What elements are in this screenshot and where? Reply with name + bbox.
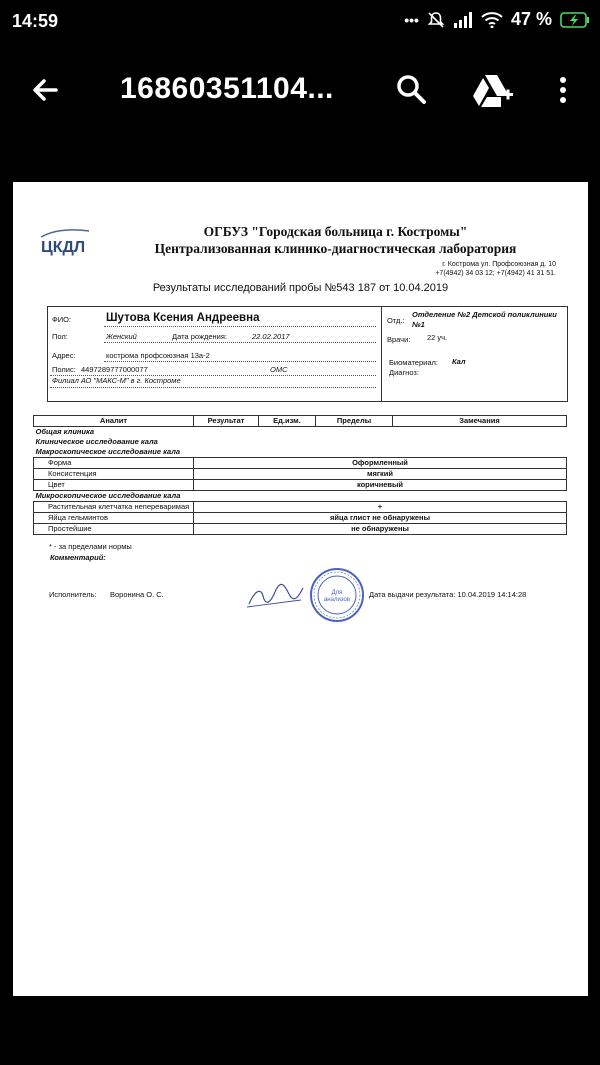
table-row xyxy=(34,458,567,469)
phone-line: +7(4942) 34 03 12; +7(4942) 41 31 51. xyxy=(435,270,556,277)
svg-text:анализов: анализов xyxy=(323,597,351,603)
row-name: Растительная клетчатка непереваримая xyxy=(34,502,194,513)
address-line: г. Кострома ул. Профсоюзная д. 10 xyxy=(442,261,556,268)
table-row xyxy=(34,469,567,480)
col-remarks: Замечания xyxy=(393,416,567,427)
patient-address: кострома профсоюзная 13а-2 xyxy=(106,351,210,360)
row-name: Цвет xyxy=(34,480,194,491)
mute-icon xyxy=(427,11,445,29)
drive-add-icon[interactable] xyxy=(470,70,514,110)
status-bar xyxy=(0,0,600,44)
divider xyxy=(50,387,376,388)
referral-dept: Отделение №2 Детской поликлиники №1 xyxy=(412,310,557,329)
row-value: яйца глист не обнаружены xyxy=(194,513,567,524)
lab-name: Централизованная клинико-диагностическая лаборатория xyxy=(154,241,517,256)
patient-policy: 4497289777000077 xyxy=(81,365,148,374)
row-value: не обнаружены xyxy=(194,524,567,535)
executor-label: Исполнитель: xyxy=(49,590,97,599)
document-page xyxy=(13,182,588,996)
policy-type: ОМС xyxy=(270,365,288,374)
dob-label: Дата рождения: xyxy=(172,332,227,341)
section-general: Общая клиника xyxy=(35,427,95,436)
row-value: коричневый xyxy=(194,480,567,491)
wifi-icon xyxy=(481,12,503,28)
org-address xyxy=(435,260,556,278)
dept-label: Отд.: xyxy=(387,316,405,325)
back-arrow-icon[interactable] xyxy=(26,70,66,110)
referral-doctor: 22 уч. xyxy=(427,333,448,342)
col-units: Ед.изм. xyxy=(259,416,316,427)
biomaterial-label: Биоматериал: xyxy=(389,358,438,367)
issue-date: 10.04.2019 14:14:28 xyxy=(457,590,527,599)
col-analyte: Аналит xyxy=(34,416,194,427)
col-limits: Пределы xyxy=(316,416,393,427)
issue-info xyxy=(369,590,526,599)
app-bar xyxy=(0,44,600,136)
stamp-icon xyxy=(309,567,365,623)
dots-icon: ••• xyxy=(404,11,419,28)
executor-name: Воронина О. С. xyxy=(110,590,164,599)
fio-label: ФИО: xyxy=(52,315,72,324)
row-name: Консистенция xyxy=(34,469,194,480)
table-header xyxy=(34,416,567,427)
divider xyxy=(104,361,376,362)
patient-sex: Женский xyxy=(106,332,137,341)
norm-note: * - за пределами нормы xyxy=(49,542,132,551)
battery-icon xyxy=(560,12,590,28)
signature-icon xyxy=(245,580,307,610)
table-row xyxy=(34,502,567,513)
row-name: Простейшие xyxy=(34,524,194,535)
row-name: Форма xyxy=(34,458,194,469)
doctor-label: Врачи: xyxy=(387,335,411,344)
lab-logo xyxy=(39,227,111,257)
results-title: Результаты исследований пробы №543 187 от 10.04.2019 xyxy=(152,282,449,294)
issue-label: Дата выдачи результата: xyxy=(369,590,456,599)
status-icons xyxy=(404,9,590,30)
table-row xyxy=(34,524,567,535)
patient-name: Шутова Ксения Андреевна xyxy=(106,312,260,324)
logo-text: ЦКДЛ xyxy=(41,239,86,256)
section-micro: Микроскопическое исследование кала xyxy=(35,491,181,500)
divider xyxy=(104,342,376,343)
section-macro: Макроскопическое исследование кала xyxy=(35,447,181,456)
table-row xyxy=(34,480,567,491)
file-title: 16860351104... xyxy=(120,72,334,105)
policy-label: Полис: xyxy=(52,365,76,374)
results-table xyxy=(33,415,567,535)
patient-info xyxy=(48,307,382,401)
row-value: + xyxy=(194,502,567,513)
patient-dob: 22.02.2017 xyxy=(252,332,290,341)
search-icon[interactable] xyxy=(392,70,432,110)
section-clinical: Клиническое исследование кала xyxy=(35,437,158,446)
svg-text:Для: Для xyxy=(331,590,343,596)
diagnosis-label: Диагноз: xyxy=(389,368,419,377)
row-value: Оформленный xyxy=(194,458,567,469)
status-time: 14:59 xyxy=(12,11,59,31)
insurer: Филиал АО "МАКС-М" в г. Костроме xyxy=(52,376,181,385)
org-name: ОГБУЗ "Городская больница г. Костромы" xyxy=(203,224,468,239)
divider xyxy=(104,326,376,327)
row-value: мягкий xyxy=(194,469,567,480)
patient-info-box xyxy=(47,306,568,402)
address-label: Адрес: xyxy=(52,351,76,360)
col-result: Результат xyxy=(194,416,259,427)
battery-percent: 47 % xyxy=(510,9,552,29)
comment-label: Комментарий: xyxy=(50,553,106,562)
table-row xyxy=(34,513,567,524)
sex-label: Пол: xyxy=(52,332,68,341)
more-vert-icon[interactable] xyxy=(553,70,573,110)
row-name: Яйца гельминтов xyxy=(34,513,194,524)
biomaterial: Кал xyxy=(452,357,466,366)
signal-icon xyxy=(453,12,473,28)
